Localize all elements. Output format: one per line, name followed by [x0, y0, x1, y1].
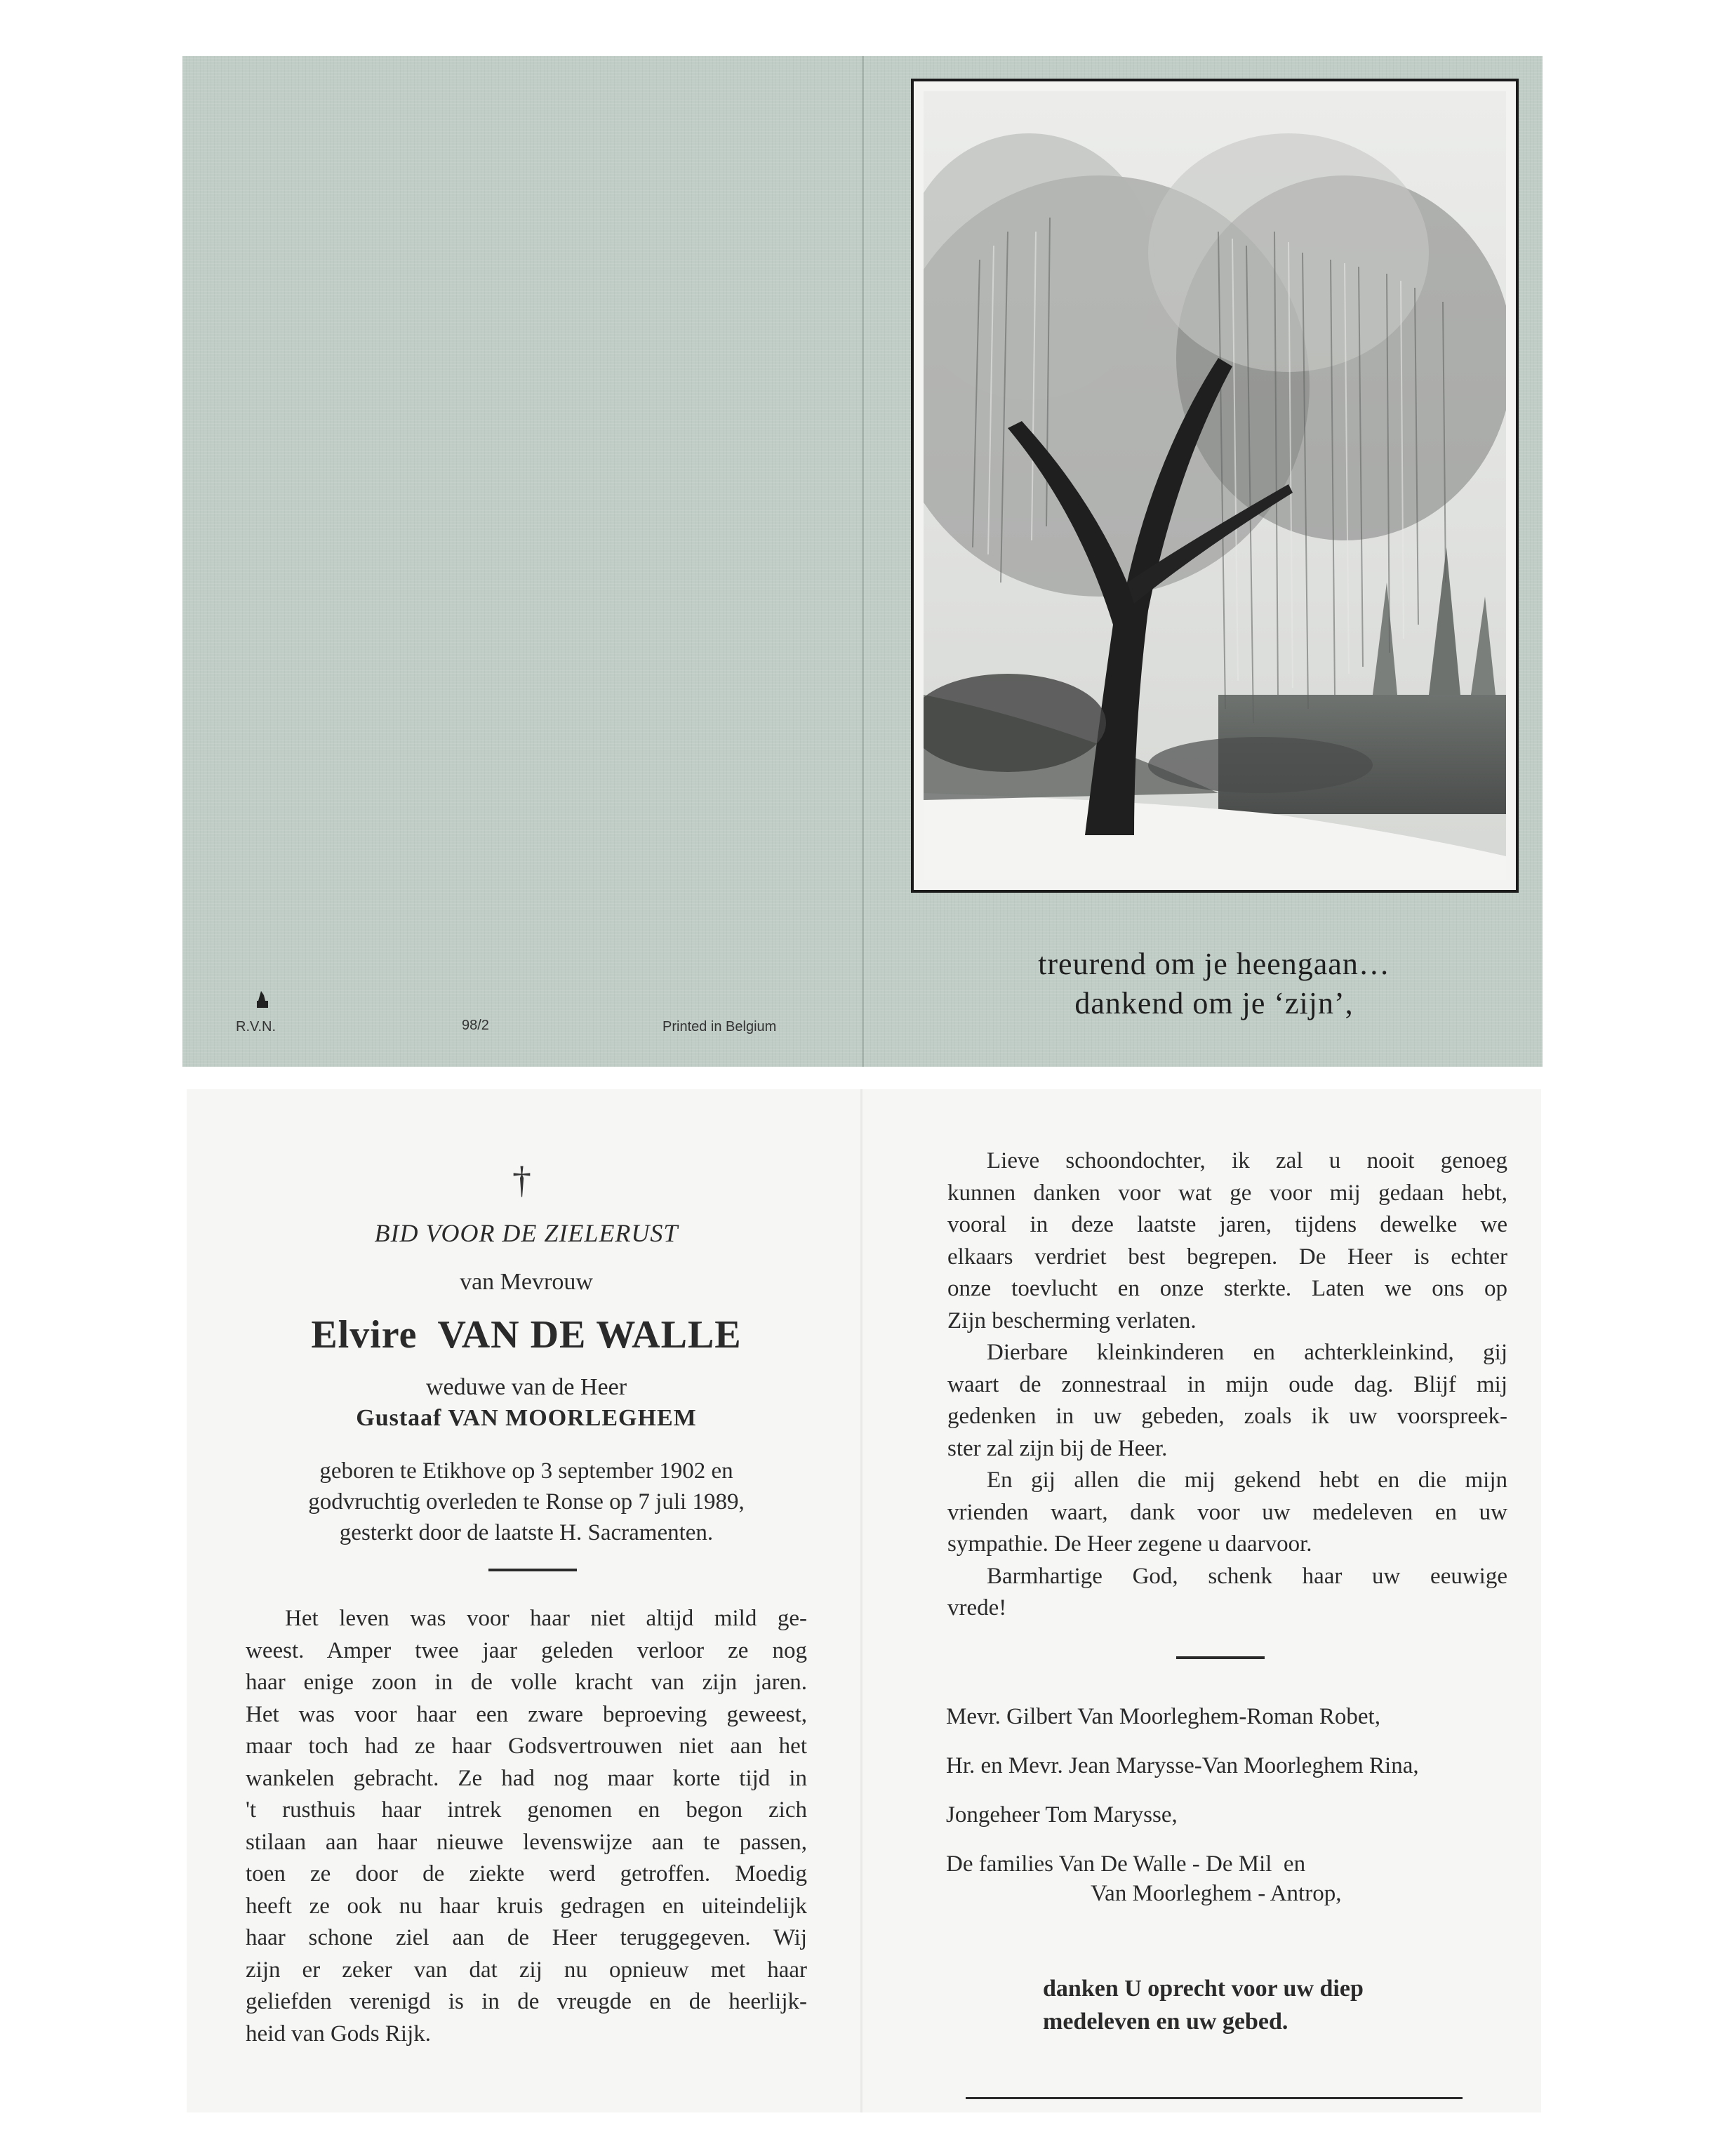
farewell-line: onze toevlucht en onze sterkte. Laten we ons op	[947, 1276, 1507, 1301]
farewell-line: Barmhartige God, schenk haar uw eeuwige	[987, 1563, 1507, 1589]
farewell-text	[947, 1145, 1507, 1625]
family-line-4: De families Van De Walle - De Mil en	[946, 1851, 1306, 1877]
life-line: 't rusthuis haar intrek genomen en begon zich	[246, 1797, 807, 1823]
thanks-line-1: danken U oprecht voor uw diep	[1043, 1976, 1364, 2002]
life-line: zijn er zeker van dat zij nu opnieuw met haar	[246, 1957, 807, 1983]
farewell-line: En gij allen die mij gekend hebt en die mijn	[987, 1468, 1507, 1493]
farewell-line: ster zal zijn bij de Heer.	[947, 1435, 1168, 1461]
birth-line-1: geboren te Etikhove op 3 september 1902 en	[319, 1458, 733, 1484]
farewell-line: Zijn bescherming verlaten.	[947, 1307, 1197, 1333]
farewell-line: gedenken in uw gebeden, zoals ik uw voorspreek-	[947, 1404, 1507, 1429]
thanks-line-2: medeleven en uw gebed.	[1043, 2009, 1288, 2035]
family-line-1: Mevr. Gilbert Van Moorleghem-Roman Robet,	[946, 1704, 1380, 1729]
bottom-rule	[966, 2097, 1463, 2099]
farewell-line: kunnen danken voor wat ge voor mij gedaan hebt,	[947, 1180, 1507, 1206]
life-line: heeft ze ook nu haar kruis gedragen en uiteindelijk	[246, 1893, 807, 1919]
birth-line-2: godvruchtig overleden te Ronse op 7 juli 1989,	[308, 1489, 745, 1515]
pray-heading: BID VOOR DE ZIELERUST	[374, 1219, 679, 1247]
inside-fold-line	[860, 1089, 862, 2112]
cover-verse-line2: dankend om je ‘zijn’,	[1074, 986, 1354, 1020]
life-line: haar schone ziel aan de Heer teruggegeven. Wij	[246, 1925, 807, 1950]
family-line-5: Van Moorleghem - Antrop,	[1091, 1881, 1342, 1906]
birth-line-3: gesterkt door de laatste H. Sacramenten.	[339, 1520, 714, 1545]
life-line: weest. Amper twee jaar geleden verloor ze nog	[246, 1637, 807, 1663]
cross-symbol: †	[512, 1159, 531, 1201]
husband-name: Gustaaf VAN MOORLEGHEM	[356, 1405, 697, 1431]
life-line: geliefden verenigd is in de vreugde en de heerlijk-	[246, 1989, 807, 2014]
widow-line: weduwe van de Heer	[425, 1374, 627, 1400]
life-line: Het was voor haar een zware beproeving geweest,	[246, 1701, 807, 1727]
publisher-logo-icon	[254, 988, 269, 1009]
cover-photo	[911, 79, 1519, 893]
imprint-publisher: R.V.N.	[236, 1019, 277, 1034]
farewell-line: Dierbare kleinkinderen en achterkleinkind, gij	[987, 1340, 1507, 1365]
family-line-3: Jongeheer Tom Marysse,	[946, 1802, 1178, 1828]
cover-verse-line1: treurend om je heengaan…	[1038, 947, 1390, 981]
farewell-line: vooral in deze laatste jaren, tijdens dewelke we	[947, 1212, 1507, 1237]
life-line: toen ze door de ziekte werd getroffen. Moedig	[246, 1861, 807, 1886]
divider-left	[488, 1569, 577, 1571]
life-line: wankelen gebracht. Ze had nog maar korte tijd in	[246, 1765, 807, 1791]
life-text	[246, 1603, 807, 2050]
imprint-printed: Printed in Belgium	[662, 1019, 777, 1034]
cover-fold-line	[862, 56, 864, 1067]
farewell-line: Lieve schoondochter, ik zal u nooit genoeg	[987, 1148, 1507, 1173]
divider-right	[1176, 1656, 1265, 1659]
family-line-2: Hr. en Mevr. Jean Marysse-Van Moorleghem Rina,	[946, 1753, 1419, 1778]
winter-willow-photo-icon	[924, 91, 1506, 880]
farewell-line: sympathie. De Heer zegene u daarvoor.	[947, 1531, 1312, 1557]
life-line: maar toch had ze haar Godsvertrouwen niet aan het	[246, 1734, 807, 1759]
life-line: Het leven was voor haar niet altijd mild ge-	[285, 1606, 807, 1631]
life-line: haar enige zoon in de volle kracht van zijn jaren.	[246, 1670, 807, 1695]
deceased-name: Elvire VAN DE WALLE	[311, 1313, 742, 1357]
farewell-line: vrede!	[947, 1595, 1007, 1621]
farewell-line: elkaars verdriet best begrepen. De Heer is echter	[947, 1244, 1507, 1270]
farewell-line: waart de zonnestraal in mijn oude dag. Blijf mij	[947, 1371, 1507, 1397]
title-mevrouw: van Mevrouw	[460, 1269, 593, 1295]
farewell-line: vrienden waart, dank voor uw medeleven en uw	[947, 1499, 1507, 1525]
life-line: heid van Gods Rijk.	[246, 2021, 431, 2047]
life-line: stilaan aan haar nieuwe levenswijze aan te passen,	[246, 1829, 807, 1855]
imprint-code: 98/2	[462, 1018, 489, 1033]
